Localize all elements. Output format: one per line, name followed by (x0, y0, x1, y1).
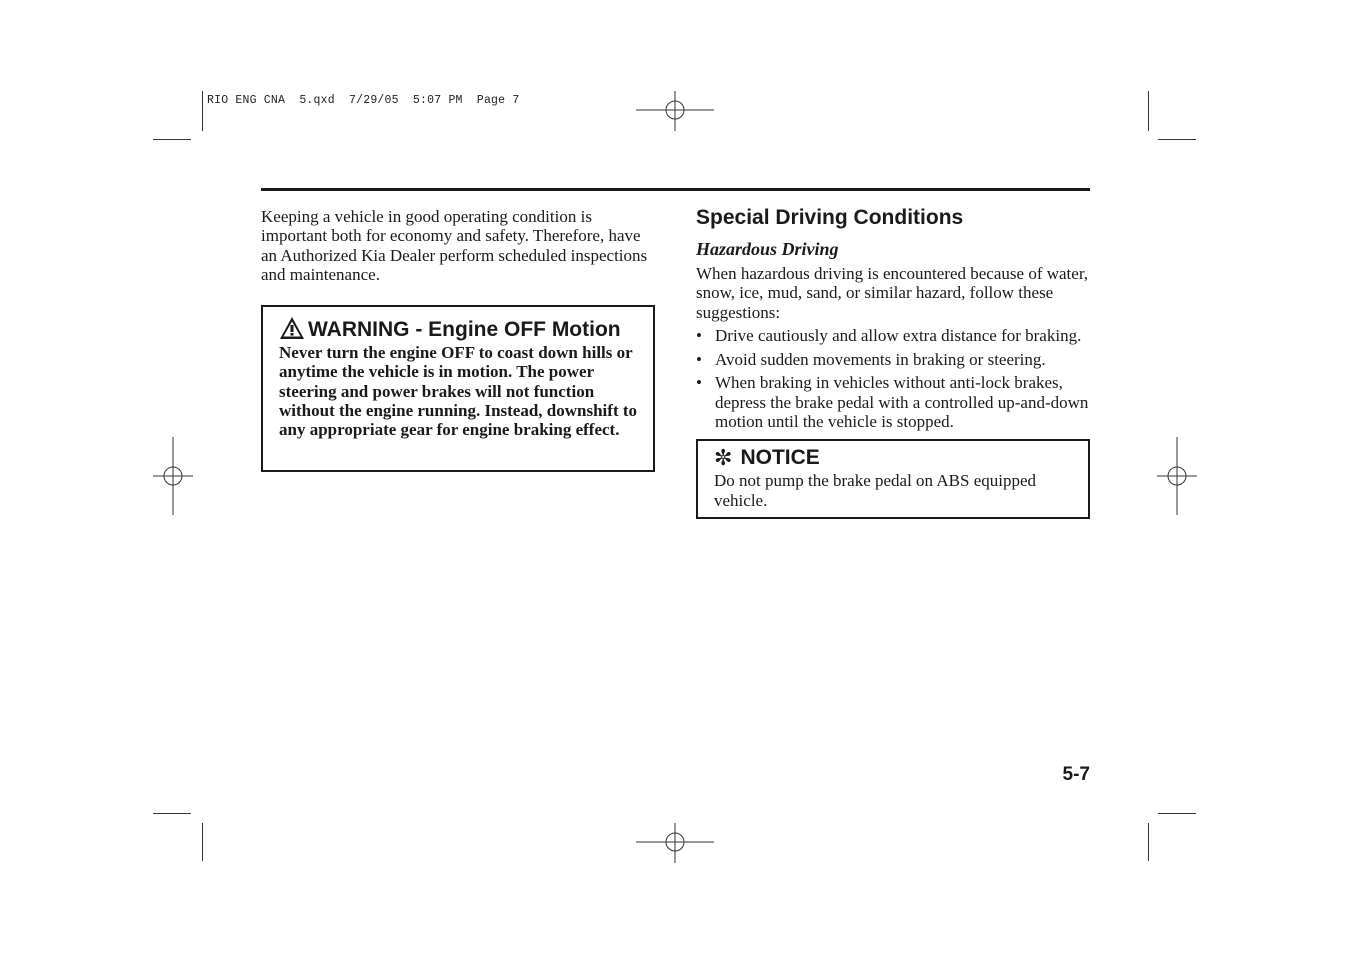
registration-mark (636, 823, 714, 863)
list-item (696, 326, 1090, 345)
warning-triangle-icon (279, 316, 305, 340)
warning-text: Never turn the engine OFF to coast down hills or anytime the vehicle is in motion. The power steering and power brakes will not function without the engine running. Instead, downshift to any appropriate gear for engine braking effect. (279, 343, 638, 440)
crop-mark (153, 139, 191, 140)
file-slug: RIO ENG CNA 5.qxd 7/29/05 5:07 PM Page 7 (207, 94, 520, 107)
left-column (261, 207, 655, 472)
bullet-icon: • (696, 325, 702, 345)
crop-mark (202, 91, 203, 131)
page-number: 5-7 (1062, 764, 1090, 785)
crop-mark (153, 813, 191, 814)
registration-mark (153, 437, 193, 515)
warning-heading (279, 316, 637, 343)
notice-title: NOTICE (740, 446, 820, 470)
warning-box (261, 305, 655, 472)
list-item-text: Avoid sudden movements in braking or steering. (715, 349, 1046, 369)
header-rule (261, 188, 1090, 191)
crop-mark (1148, 823, 1149, 861)
registration-mark (1157, 437, 1197, 515)
crop-mark (1148, 91, 1149, 131)
warning-title: WARNING - Engine OFF Motion (308, 318, 621, 342)
list-item (696, 350, 1090, 369)
list-item-text: When braking in vehicles without anti-lock brakes, depress the brake pedal with a controlled up-and-down motion until the vehicle is stopped. (715, 373, 1089, 432)
crop-mark (1158, 813, 1196, 814)
notice-box (696, 439, 1090, 519)
list-item-text: Drive cautiously and allow extra distance for braking. (715, 325, 1082, 345)
section-heading: Special Driving Conditions (696, 206, 964, 229)
subheading: Hazardous Driving (696, 239, 839, 259)
bullet-icon: • (696, 373, 702, 393)
registration-mark (636, 91, 714, 131)
notice-heading (714, 445, 1072, 471)
intro-paragraph: Keeping a vehicle in good operating condition is important both for economy and safety. Therefore, have an Authorized Kia Dealer perform scheduled inspections and maintenance. (261, 207, 648, 284)
right-column (696, 205, 1090, 519)
hazard-intro: When hazardous driving is encountered because of water, snow, ice, mud, sand, or similar hazard, follow these suggestions: (696, 264, 1089, 322)
asterisk-notice-icon: ✼ (714, 445, 733, 471)
notice-text: Do not pump the brake pedal on ABS equipped vehicle. (714, 471, 1037, 510)
suggestion-list (696, 326, 1090, 431)
list-item (696, 373, 1090, 431)
bullet-icon: • (696, 349, 702, 369)
crop-mark (1158, 139, 1196, 140)
crop-mark (202, 823, 203, 861)
